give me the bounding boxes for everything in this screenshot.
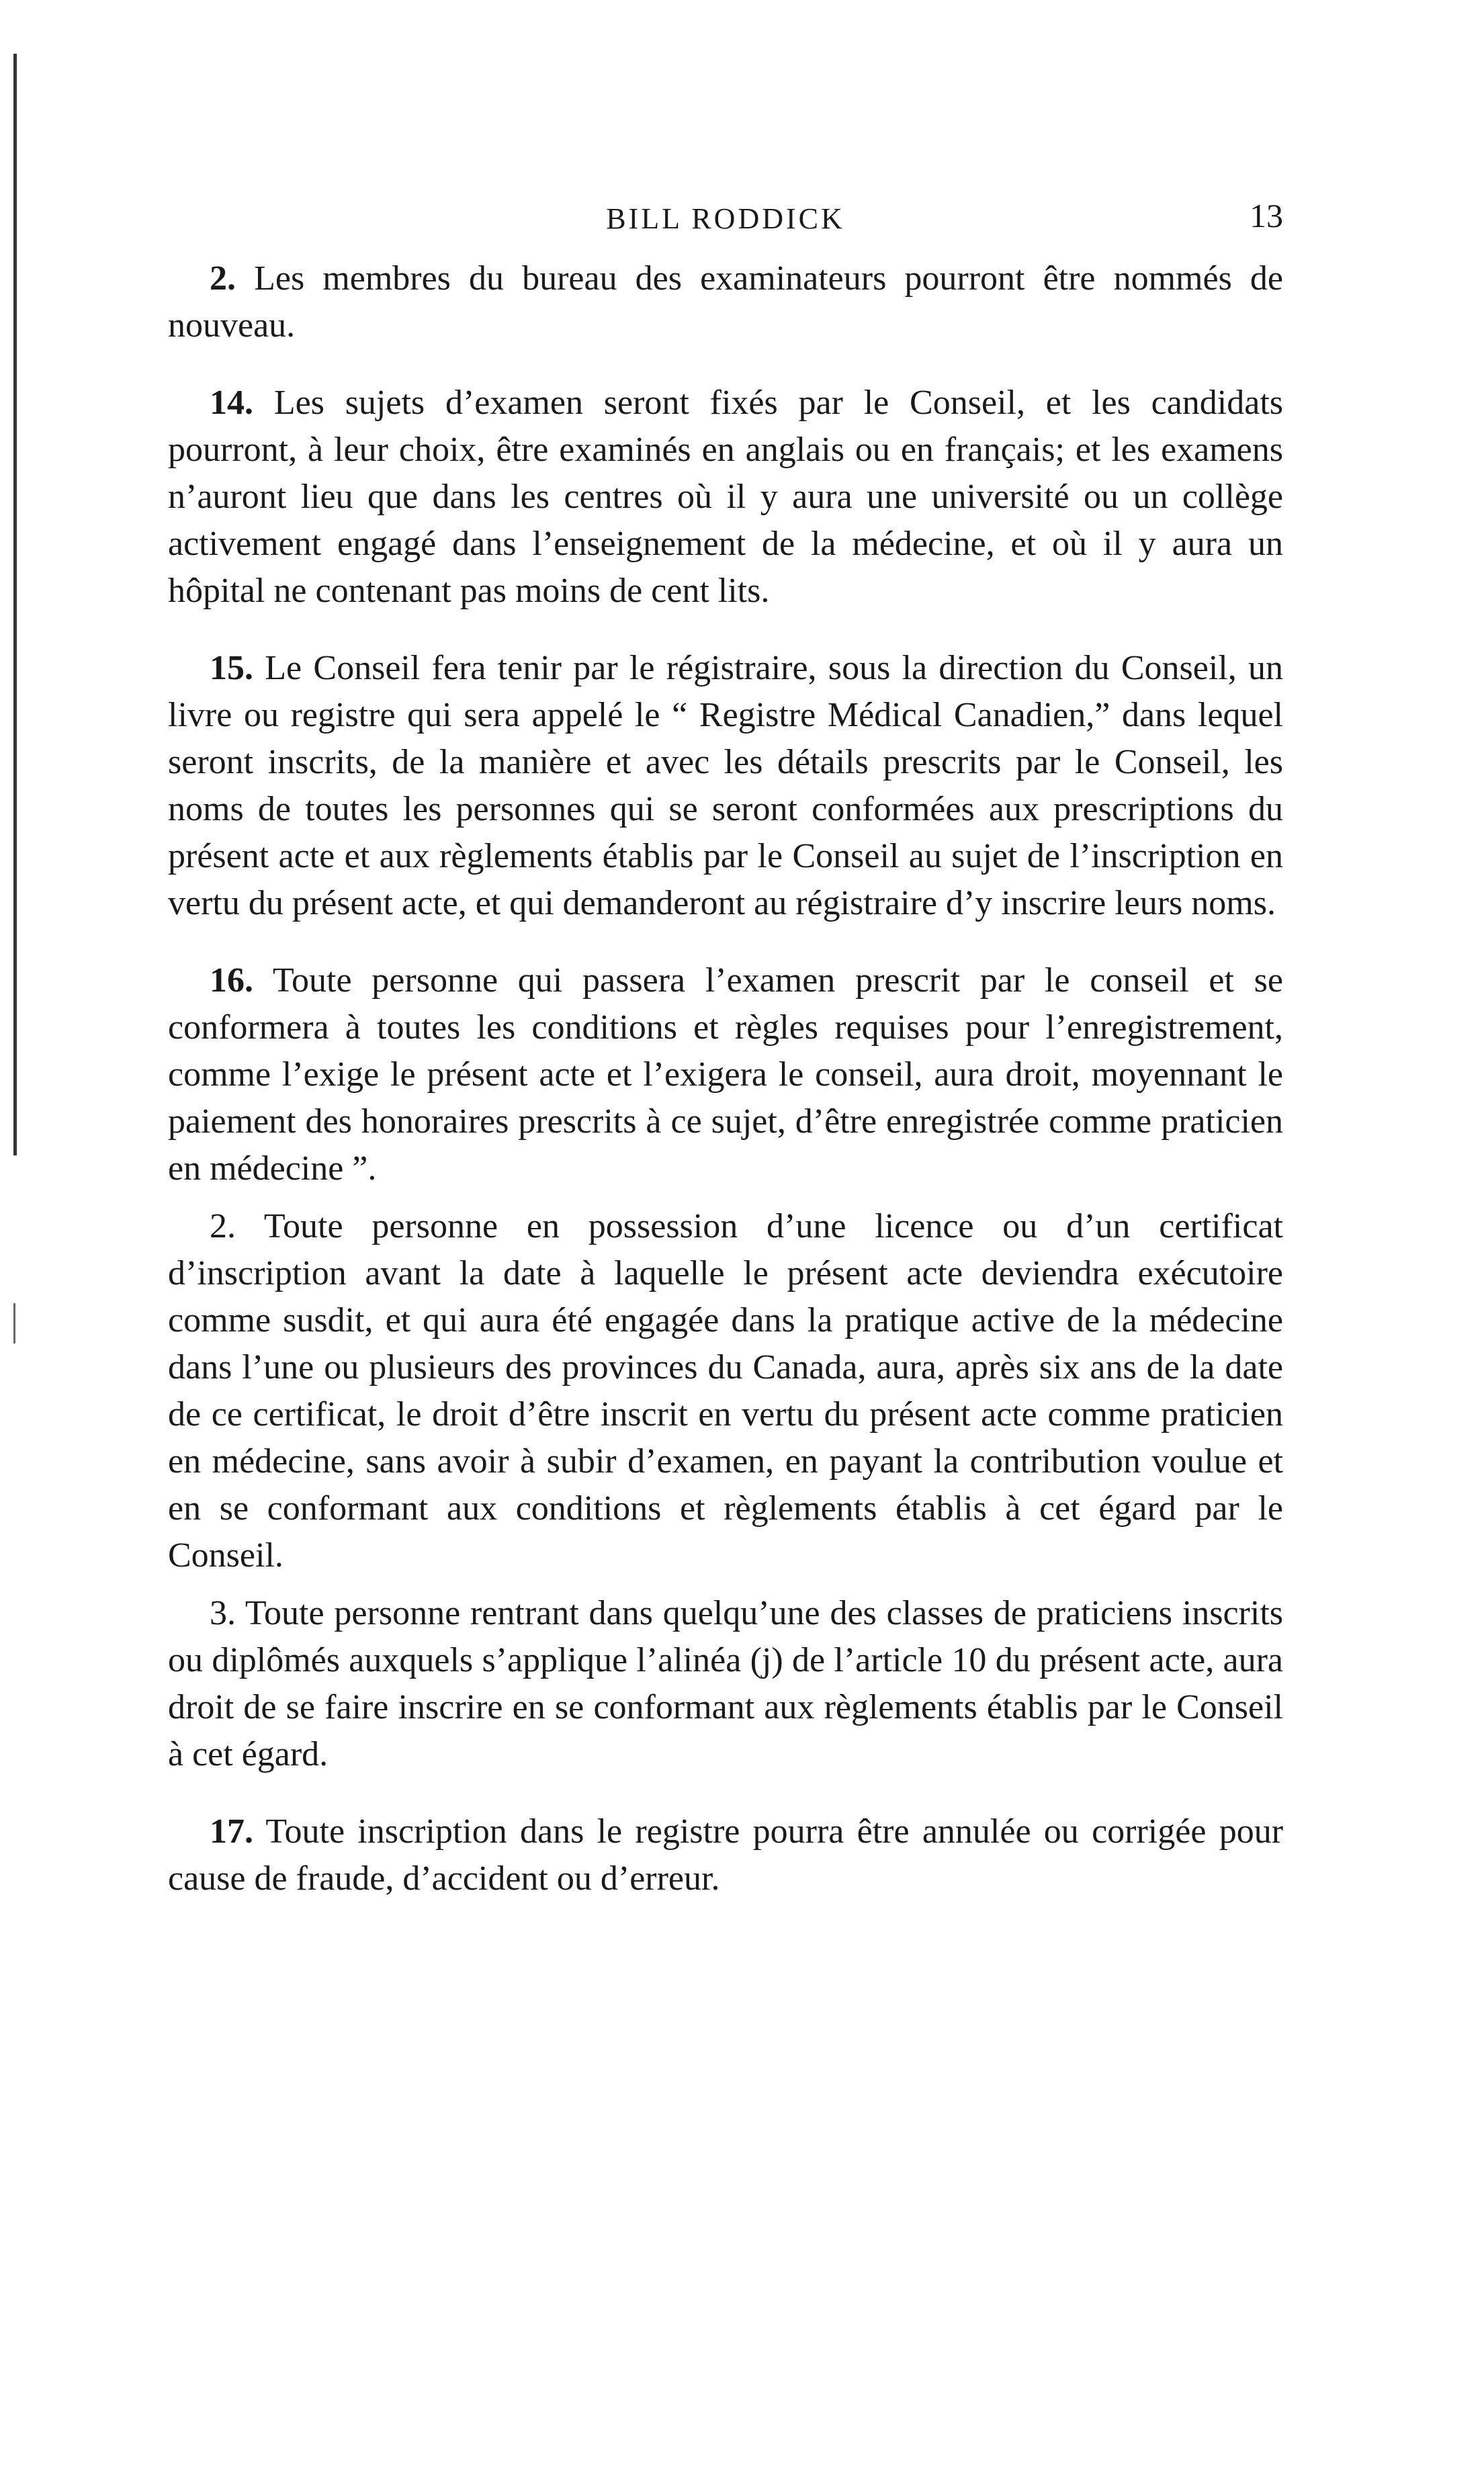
paragraph-14-2 [168, 255, 1283, 349]
paragraph-16-3 [168, 1590, 1283, 1778]
paragraph-text: Toute personne en possession d’une licence ou d’un certificat d’inscription avant la date à laquelle le présent acte deviendra exécutoire comme susdit, et qui aura été engagée dans la pratique active de la médecine dans l’une ou plusieurs des provinces du Canada, aura, après six ans de la date de ce certificat, le droit d’être inscrit en vertu du présent acte comme praticien en médecine, sans avoir à subir d’examen, en payant la contribution voulue et en se conformant aux conditions et règlements établis à cet égard par le Conseil. [168, 1207, 1283, 1575]
paragraph-text: Toute personne rentrant dans quelqu’une des classes de praticiens inscrits ou diplômés auxquels s’applique l’alinéa (j) de l’article 10 du présent acte, aura droit de se faire inscrire en se conformant aux règlements établis par le Conseil à cet égard. [168, 1594, 1283, 1773]
paragraph-number: 16. [210, 961, 253, 1000]
paragraph-15 [168, 645, 1283, 927]
paragraph-number: 14. [210, 384, 253, 422]
document-page [168, 197, 1284, 1902]
paragraph-text: Toute personne qui passera l’examen prescrit par le conseil et se conformera à toutes les conditions et règles requises pour l’enregistrement, comme l’exige le présent acte et l’exigera le conseil, aura droit, moyennant le paiement des honoraires prescrits à ce sujet, d’être enregistrée comme praticien en médecine ”. [168, 961, 1283, 1188]
paragraph-text: Le Conseil fera tenir par le régistraire, sous la direction du Conseil, un livre ou registre qui sera appelé le “ Registre Médical Canadien,” dans lequel seront inscrits, de la manière et avec les détails prescrits par le Conseil, les noms de toutes les personnes qui se seront conformées aux prescriptions du présent acte et aux règlements établis par le Conseil au sujet de l’inscription en vertu du présent acte, et qui demanderont au régistraire d’y inscrire leurs noms. [168, 649, 1283, 922]
running-title: BILL RODDICK [606, 202, 845, 235]
paragraph-17 [168, 1808, 1283, 1902]
paragraph-14 [168, 380, 1283, 615]
paragraph-text: Les sujets d’examen seront fixés par le Conseil, et les candidats pourront, à leur choix, être examinés en anglais ou en français; et les examens n’auront lieu que dans les centres où il y aura une université ou un collège activement engagé dans l’enseignement de la médecine, et où il y aura un hôpital ne contenant pas moins de cent lits. [168, 384, 1284, 610]
paragraph-number: 15. [210, 649, 253, 687]
paragraph-number: 3. [210, 1594, 236, 1632]
paragraph-number: 17. [210, 1812, 253, 1851]
paragraph-number: 2. [210, 259, 236, 298]
paragraph-16-2 [168, 1203, 1283, 1579]
paragraph-text: Les membres du bureau des examinateurs pourront être nommés de nouveau. [168, 259, 1283, 345]
running-head [168, 197, 1283, 249]
scan-edge-mark [13, 54, 17, 1155]
page-number: 13 [1250, 197, 1283, 234]
paragraph-text: Toute inscription dans le registre pourra être annulée ou corrigée pour cause de fraude, d’accident ou d’erreur. [168, 1812, 1284, 1898]
scan-edge-mark [13, 1303, 15, 1344]
paragraph-number: 2. [210, 1207, 236, 1245]
paragraph-16 [168, 957, 1283, 1192]
